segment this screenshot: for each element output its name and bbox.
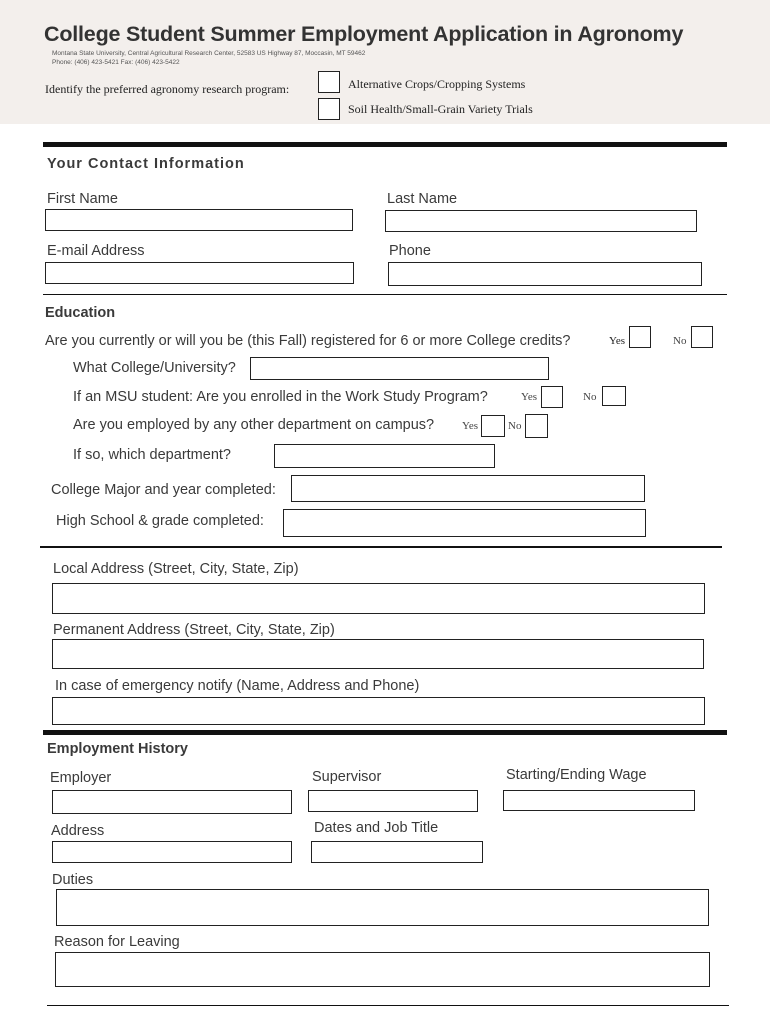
- work-study-no-checkbox[interactable]: [602, 386, 626, 406]
- registered-no-label: No: [673, 335, 687, 347]
- section-divider-thick-2: [43, 730, 727, 735]
- employment-heading: Employment History: [47, 741, 188, 757]
- registered-yes-checkbox[interactable]: [629, 326, 651, 348]
- emergency-label: In case of emergency notify (Name, Address and Phone): [55, 678, 420, 694]
- department-input[interactable]: [274, 444, 495, 468]
- first-name-label: First Name: [47, 191, 118, 207]
- employed-yes-label: Yes: [462, 420, 479, 432]
- phone-input[interactable]: [388, 262, 702, 286]
- section-divider-thick: [43, 142, 727, 147]
- employer-address-label: Address: [51, 823, 105, 839]
- work-study-yes-label: Yes: [521, 391, 538, 403]
- wage-input[interactable]: [503, 790, 695, 811]
- employer-label: Employer: [50, 770, 112, 786]
- department-label: If so, which department?: [73, 447, 231, 463]
- permanent-address-input[interactable]: [52, 639, 704, 669]
- local-address-input[interactable]: [52, 583, 705, 614]
- email-label: E-mail Address: [47, 243, 145, 259]
- reason-label: Reason for Leaving: [54, 934, 180, 950]
- employer-input[interactable]: [52, 790, 292, 814]
- work-study-yes-checkbox[interactable]: [541, 386, 563, 408]
- last-name-label: Last Name: [387, 191, 458, 207]
- permanent-address-label: Permanent Address (Street, City, State, Zip): [53, 622, 335, 638]
- highschool-input[interactable]: [283, 509, 646, 537]
- duties-input[interactable]: [56, 889, 709, 926]
- program-prompt: Identify the preferred agronomy research program:: [45, 82, 290, 96]
- phone-label: Phone: [389, 243, 431, 259]
- major-input[interactable]: [291, 475, 645, 502]
- email-input[interactable]: [45, 262, 354, 284]
- section-divider-medium: [40, 546, 722, 548]
- college-label: What College/University?: [73, 360, 236, 376]
- program-soil-health-label: Soil Health/Small-Grain Variety Trials: [348, 102, 533, 116]
- page-title: College Student Summer Employment Application in Agronomy: [44, 22, 684, 46]
- registered-yes-label: Yes: [609, 335, 626, 347]
- college-input[interactable]: [250, 357, 549, 380]
- employed-yes-checkbox[interactable]: [481, 415, 505, 437]
- education-heading: Education: [45, 305, 116, 321]
- emergency-input[interactable]: [52, 697, 705, 725]
- duties-label: Duties: [52, 872, 94, 888]
- local-address-label: Local Address (Street, City, State, Zip): [53, 561, 299, 577]
- registered-no-checkbox[interactable]: [691, 326, 713, 348]
- program-alt-crops-checkbox[interactable]: [318, 71, 340, 93]
- supervisor-input[interactable]: [308, 790, 478, 812]
- work-study-no-label: No: [583, 391, 597, 403]
- first-name-input[interactable]: [45, 209, 353, 231]
- dates-title-label: Dates and Job Title: [314, 820, 439, 836]
- supervisor-label: Supervisor: [312, 769, 382, 785]
- dates-title-input[interactable]: [311, 841, 483, 863]
- employer-address-input[interactable]: [52, 841, 292, 863]
- employed-question: Are you employed by any other department on campus?: [73, 417, 435, 433]
- work-study-question: If an MSU student: Are you enrolled in the Work Study Program?: [73, 389, 488, 405]
- reason-input[interactable]: [55, 952, 710, 987]
- last-name-input[interactable]: [385, 210, 697, 232]
- employed-no-label: No: [508, 420, 522, 432]
- contact-heading: Your Contact Information: [47, 156, 245, 172]
- page-bottom-rule: [47, 1005, 729, 1006]
- program-soil-health-checkbox[interactable]: [318, 98, 340, 120]
- major-label: College Major and year completed:: [51, 482, 276, 498]
- org-address: Montana State University, Central Agricultural Research Center, 52583 US Highway 87, Moccasin, MT 59462: [52, 50, 366, 57]
- section-divider-thin: [43, 294, 727, 295]
- program-alt-crops-label: Alternative Crops/Cropping Systems: [348, 77, 526, 91]
- employed-no-checkbox[interactable]: [525, 414, 548, 438]
- highschool-label: High School & grade completed:: [56, 513, 264, 529]
- wage-label: Starting/Ending Wage: [506, 767, 647, 783]
- org-phone: Phone: (406) 423-5421 Fax: (406) 423-5422: [52, 59, 180, 66]
- registered-question: Are you currently or will you be (this Fall) registered for 6 or more College credits?: [45, 333, 571, 349]
